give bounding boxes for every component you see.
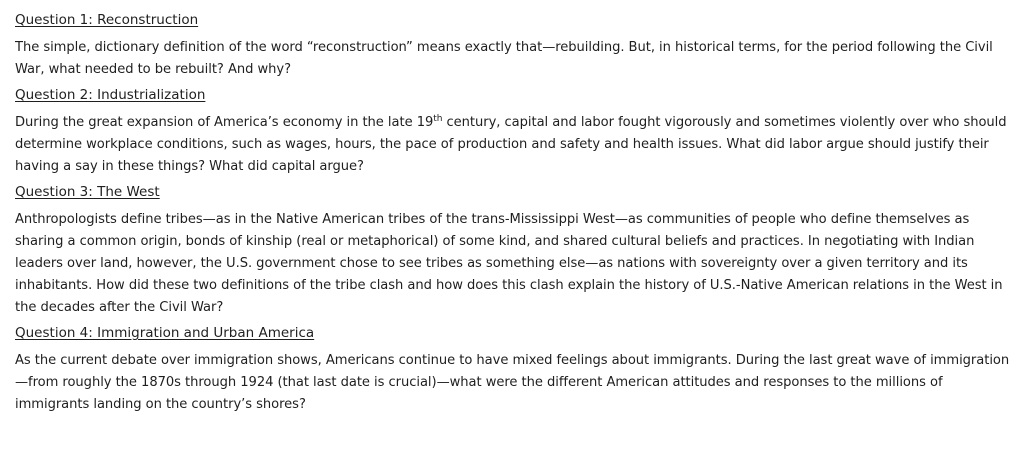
question-2-text-end: century, capital and labor fought vigorously and sometimes violently over who should determine workplace conditions, such as wages, hours, the pace of production and safety and health issues. What did labor argue should justify their having a say in these things? What did capital argue? [15, 115, 1007, 174]
question-3-heading: Question 3: The West [15, 184, 160, 200]
question-2-heading: Question 2: Industrialization [15, 87, 206, 103]
question-3-section [15, 182, 1010, 319]
question-2-superscript: th [433, 114, 443, 124]
question-4-text: As the current debate over immigration shows, Americans continue to have mixed feelings about immigrants. During the last great wave of immigration—from roughly the 1870s through 1924 (that last date is crucial)—what were the different American attitudes and responses to the millions of immigrants landing on the country’s shores? [15, 353, 1010, 412]
question-2-section [15, 85, 1010, 178]
question-3-text: Anthropologists define tribes—as in the Native American tribes of the trans-Mississippi West—as communities of people who define themselves as sharing a common origin, bonds of kinship (real or metaphorical) of some kind, and shared cultural beliefs and practices. In negotiating with Indian leaders over land, however, the U.S. government chose to see tribes as something else—as nations with sovereignty over a given territory and its inhabitants. How did these two definitions of the tribe clash and how does this clash explain the history of U.S.-Native American relations in the West in the decades after the Civil War? [15, 212, 1003, 315]
question-1-heading: Question 1: Reconstruction [15, 12, 199, 28]
question-4-section [15, 323, 1010, 416]
question-2-text-start: During the great expansion of America’s economy in the late 19 [15, 115, 434, 130]
question-2-text [15, 112, 1010, 178]
question-1-text: The simple, dictionary definition of the word “reconstruction” means exactly that—rebuilding. But, in historical terms, for the period following the Civil War, what needed to be rebuilt? And why? [15, 40, 993, 77]
question-1-section [15, 10, 1010, 81]
question-4-heading: Question 4: Immigration and Urban America [15, 325, 315, 341]
